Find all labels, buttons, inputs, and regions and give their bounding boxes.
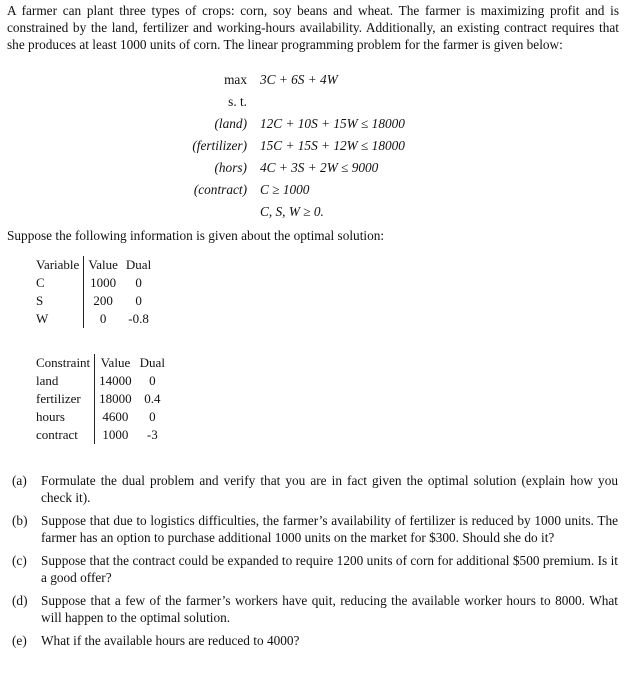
question-text: Suppose that the contract could be expanded to require 1200 units of corn for additional $500 premium. Is it a good offer?: [41, 553, 618, 585]
table-cell: 4600: [102, 409, 129, 424]
question-text: Suppose that a few of the farmer’s workers have quit, reducing the available worker hours to 8000. What will happen to the optimal solution.: [41, 593, 618, 625]
solution-intro-text: Suppose the following information is given about the optimal solution:: [7, 228, 385, 243]
nonnegativity-expression: C, S, W ≥ 0.: [260, 204, 324, 219]
table-cell: 14000: [99, 373, 132, 388]
table-cell: 0: [149, 409, 156, 424]
table-row: [32, 310, 155, 328]
table-header-row: [32, 256, 155, 274]
column-header: Variable: [32, 256, 84, 274]
table-cell: 0: [99, 311, 107, 326]
constraint-expression: 12C + 10S + 15W ≤ 18000: [260, 116, 405, 131]
question-item: [12, 512, 618, 546]
constraint-expression: 4C + 3S + 2W ≤ 9000: [260, 160, 379, 175]
subject-to-label: s. t.: [228, 94, 247, 109]
question-item: [12, 472, 618, 506]
question-item: [12, 592, 618, 626]
question-text: Suppose that due to logistics difficulties, the farmer’s availability of fertilizer is reduced by 1000 units. The farmer has an option to purchase additional 1000 units on the market for $300. Should she do it?: [41, 513, 618, 545]
table-cell: contract: [32, 426, 95, 444]
column-header: Dual: [125, 257, 152, 272]
objective-row: [0, 70, 633, 90]
problem-intro: A farmer can plant three types of crops: corn, soy beans and wheat. The farmer is maximizing profit and is constrained by the land, fertilizer and working-hours availability. Additionally, an existing contract requires that she produces at least 1000 units of corn. The linear programming problem for the farmer is given below:: [7, 3, 619, 52]
question-label: (d): [12, 593, 28, 608]
table-cell: 0.4: [144, 391, 161, 406]
constraint-label: (contract): [193, 182, 247, 197]
constraint-label: (land): [214, 116, 247, 131]
question-label: (e): [12, 633, 27, 648]
table-cell: 18000: [99, 391, 132, 406]
table-cell: 200: [93, 293, 113, 308]
table-cell: 0: [135, 275, 142, 290]
column-header: Dual: [139, 355, 165, 370]
constraint-row-land: [0, 114, 633, 134]
objective-label: max: [224, 72, 247, 87]
constraint-label: (hors): [214, 160, 247, 175]
table-cell: 1000: [90, 275, 117, 290]
table-cell: W: [32, 310, 84, 328]
table-cell: -0.8: [128, 311, 149, 326]
table-cell: 0: [135, 293, 142, 308]
question-label: (c): [12, 553, 27, 568]
table-cell: hours: [32, 408, 95, 426]
question-text: What if the available hours are reduced to 4000?: [41, 633, 300, 648]
table-row: [32, 426, 169, 444]
table-header-row: [32, 354, 169, 372]
subject-to-row: [0, 92, 633, 112]
table-cell: C: [32, 274, 84, 292]
column-header: Constraint: [32, 354, 95, 372]
variable-table: [32, 256, 156, 328]
question-item: [12, 552, 618, 586]
question-label: (b): [12, 513, 28, 528]
constraint-row-contract: [0, 180, 633, 200]
table-row: [32, 274, 155, 292]
question-item: [12, 632, 618, 649]
question-list: [12, 472, 618, 655]
table-row: [32, 390, 169, 408]
question-text: Formulate the dual problem and verify that you are in fact given the optimal solution (explain how you check it).: [41, 473, 618, 505]
table-row: [32, 372, 169, 390]
table-cell: fertilizer: [32, 390, 95, 408]
table-row: [32, 292, 155, 310]
table-cell: S: [32, 292, 84, 310]
constraint-row-fertilizer: [0, 136, 633, 156]
constraint-label: (fertilizer): [192, 138, 247, 153]
constraint-expression: 15C + 15S + 12W ≤ 18000: [260, 138, 405, 153]
table-row: [32, 408, 169, 426]
table-cell: land: [32, 372, 95, 390]
table-cell: 1000: [102, 427, 129, 442]
nonnegativity-row: [0, 202, 633, 222]
question-label: (a): [12, 473, 27, 488]
constraint-expression: C ≥ 1000: [260, 182, 310, 197]
constraint-table: [32, 354, 169, 444]
objective-expression: 3C + 6S + 4W: [260, 72, 338, 87]
column-header: Value: [100, 355, 131, 370]
table-cell: -3: [146, 427, 158, 442]
table-cell: 0: [149, 373, 156, 388]
column-header: Value: [88, 257, 118, 272]
constraint-row-hours: [0, 158, 633, 178]
